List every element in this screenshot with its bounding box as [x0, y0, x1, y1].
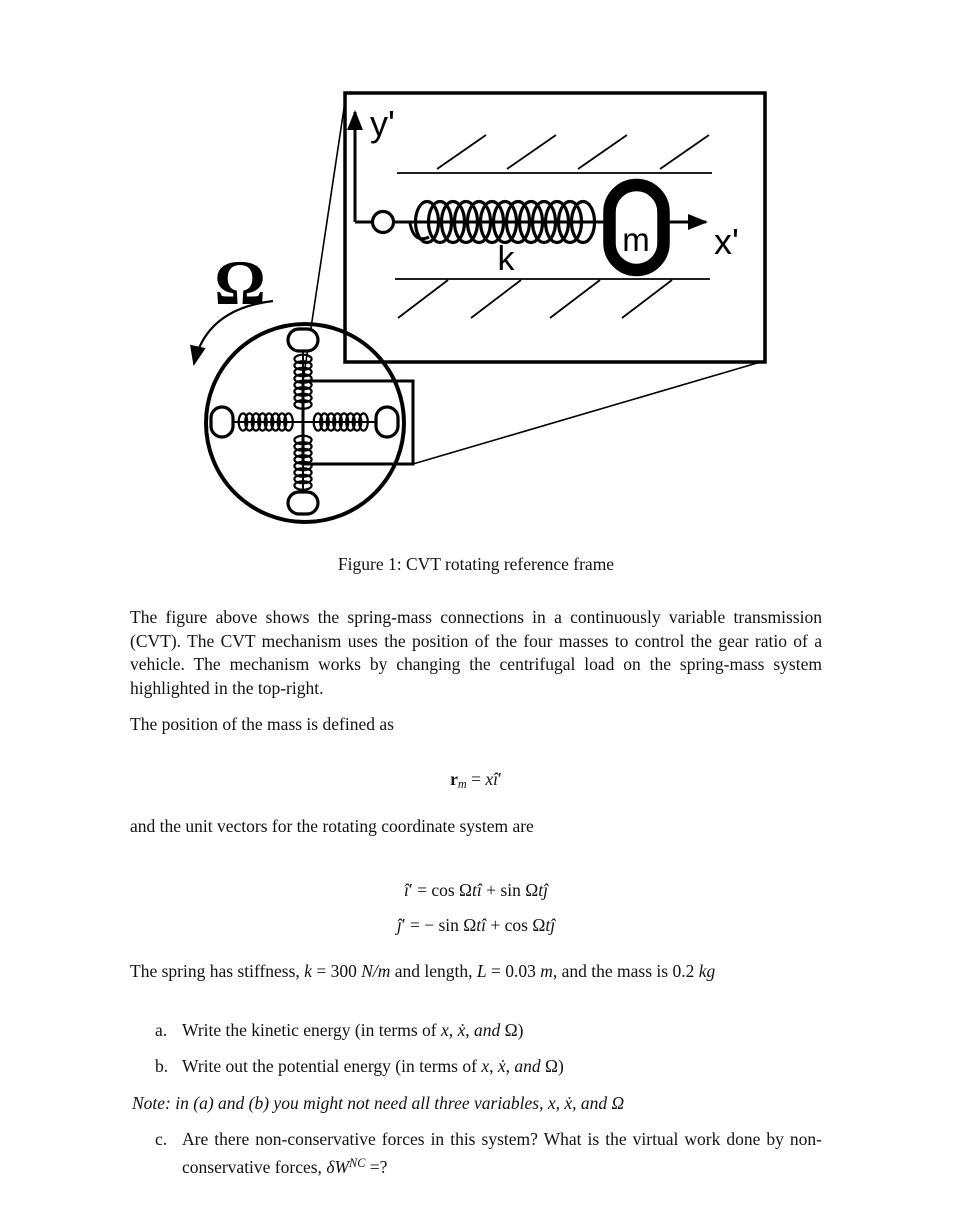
item-a-text: Write the kinetic energy (in terms of x, ẋ, and Ω) [182, 1020, 524, 1040]
omega-label: Ω [214, 247, 266, 318]
item-b-text: Write out the potential energy (in terms of x, ẋ, and Ω) [182, 1056, 564, 1076]
rotor-mass-top [288, 329, 318, 351]
figure-caption: Figure 1: CVT rotating reference frame [337, 554, 615, 574]
spring-stiffness-label: k [497, 240, 515, 278]
equation-position: $r_m$ = xî′ [450, 769, 502, 792]
paragraph-position-intro: The position of the mass is defined as [130, 714, 394, 734]
item-c-label: c. [155, 1129, 168, 1149]
mass-label: m [622, 221, 650, 258]
item-b-label: b. [155, 1056, 169, 1076]
callout-line-bottom [413, 361, 764, 464]
equation-i-hat: î′ = cos Ωtî + sin Ωtĵ [404, 880, 548, 900]
rotor-spring-left [239, 413, 293, 430]
origin-pivot [373, 212, 394, 233]
rotor-mass-right [376, 407, 398, 437]
figure-1-diagram [0, 0, 965, 550]
rotor-spring-right [314, 413, 368, 430]
list-item-b [155, 1055, 822, 1079]
spring-coil-main [416, 202, 595, 243]
paragraph-intro: The figure above shows the spring-mass connections in a continuously variable transmission (CVT). The CVT mechanism uses the position of the four masses to control the gear ratio of a vehicle. The mechanism works by changing the centrifugal load on the spring-mass system highlighted in the top-right. [130, 607, 822, 698]
bottom-wall [395, 279, 710, 318]
rotor-mass-bottom [288, 492, 318, 514]
top-wall [397, 135, 712, 173]
equation-j-hat: ĵ′ = − sin Ωtî + cos Ωtĵ [396, 915, 556, 935]
list-item-c [155, 1128, 822, 1179]
paragraph-spring-properties: The spring has stiffness, k = 300 N/m and length, L = 0.03 m, and the mass is 0.2 kg [130, 961, 716, 981]
item-a-label: a. [155, 1020, 168, 1040]
rotor-mass-left [211, 407, 233, 437]
list-item-a [155, 1019, 822, 1043]
note-text: Note: in (a) and (b) you might not need all three variables, x, ẋ, and Ω [132, 1093, 625, 1113]
item-c-text: Are there non-conservative forces in this system? What is the virtual work done by non-conservative forces, $\delta W^{NC}$ =? [182, 1129, 822, 1177]
y-axis-label: y' [370, 103, 395, 144]
paragraph-unit-vectors-intro: and the unit vectors for the rotating coordinate system are [130, 816, 534, 836]
x-axis-label: x' [714, 221, 739, 262]
